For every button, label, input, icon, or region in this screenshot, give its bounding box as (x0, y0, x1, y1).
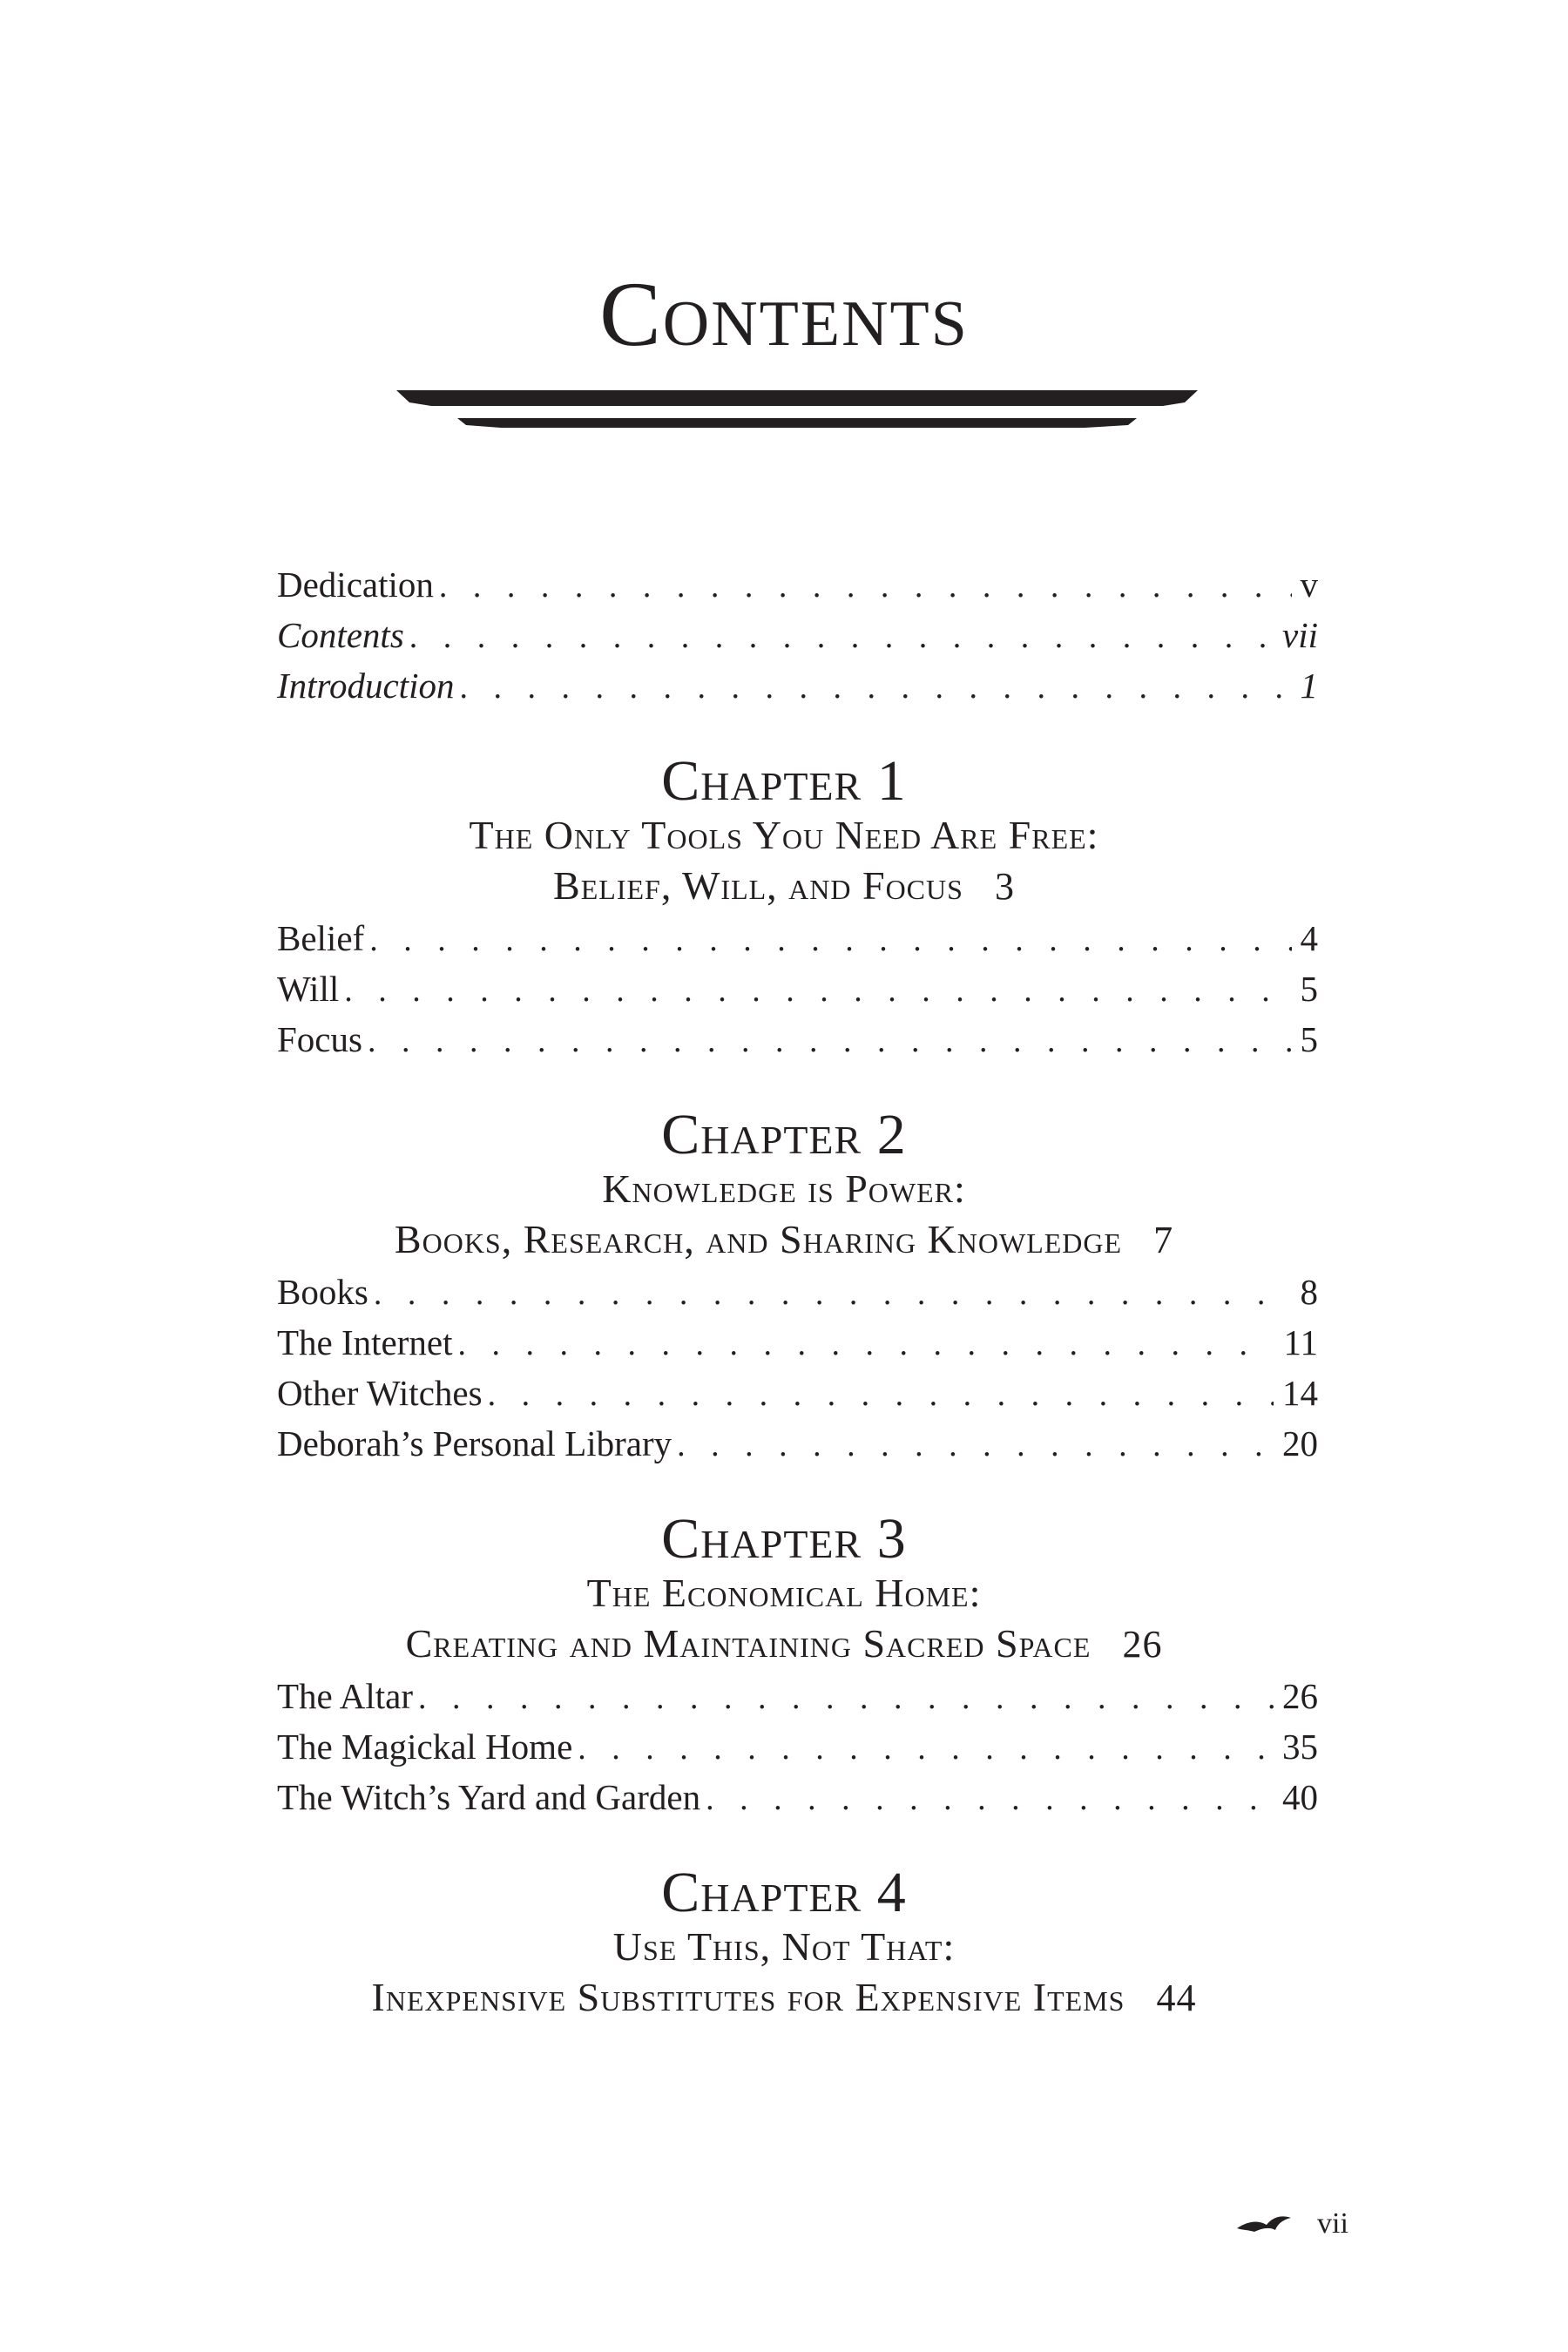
chapter-page: 44 (1156, 1977, 1197, 2019)
toc-entry-label: Belief (277, 918, 365, 958)
chapter-1-heading: Chapter 1 (661, 749, 907, 813)
toc-entry-dedication[interactable] (277, 561, 1318, 608)
toc-entry-page: 5 (1300, 969, 1318, 1009)
chapter-1-title-line2[interactable] (0, 861, 1568, 912)
toc-entry-page: 35 (1282, 1727, 1318, 1767)
dot-leader (578, 1725, 1274, 1772)
toc-entry-page: 5 (1300, 1019, 1318, 1059)
dot-leader (439, 563, 1292, 610)
toc-entry-magickal-home[interactable] (277, 1723, 1318, 1770)
dot-leader (677, 1422, 1274, 1469)
toc-entry-books[interactable] (277, 1268, 1318, 1315)
dot-leader (344, 967, 1291, 1014)
chapter-2-title-line1: Knowledge is Power: (602, 1166, 966, 1211)
toc-entry-label: The Witch’s Yard and Garden (277, 1777, 701, 1817)
chapter-title-text: Creating and Maintaining Sacred Space (405, 1621, 1092, 1666)
dot-leader (706, 1775, 1274, 1822)
toc-entry-page: 20 (1282, 1423, 1318, 1463)
toc-entry-yard-and-garden[interactable] (277, 1774, 1318, 1821)
toc-entry-label: Will (277, 969, 340, 1009)
chapter-page: 26 (1122, 1623, 1163, 1666)
toc-entry-label: Other Witches (277, 1373, 483, 1413)
toc-entry-label: Focus (277, 1019, 362, 1059)
dot-leader (457, 1321, 1274, 1368)
chapter-title-text: Inexpensive Substitutes for Expensive Items (371, 1975, 1125, 2019)
toc-entry-label: Introduction (277, 666, 455, 706)
toc-entry-other-witches[interactable] (277, 1369, 1318, 1416)
dot-leader (374, 1270, 1292, 1317)
chapter-page: 3 (994, 865, 1015, 908)
page-title: Contents (599, 263, 969, 365)
toc-entry-page: 11 (1283, 1322, 1318, 1362)
toc-entry-page: 1 (1300, 666, 1318, 706)
chapter-2-title-line2[interactable] (0, 1214, 1568, 1266)
toc-entry-label: The Magickal Home (277, 1727, 573, 1767)
toc-entry-page: 26 (1282, 1676, 1318, 1716)
dot-leader (488, 1371, 1274, 1418)
toc-entry-contents[interactable] (277, 612, 1318, 659)
toc-entry-will[interactable] (277, 965, 1318, 1012)
dot-leader (369, 916, 1291, 963)
chapter-4-title-line2[interactable] (0, 1972, 1568, 2024)
toc-entry-label: Deborah’s Personal Library (277, 1423, 672, 1463)
toc-entry-page: 40 (1282, 1777, 1318, 1817)
toc-entry-page: 4 (1300, 918, 1318, 958)
page-footer (1235, 2202, 1375, 2246)
toc-entry-label: Dedication (277, 564, 434, 605)
dot-leader (409, 613, 1274, 660)
dot-leader (368, 1017, 1292, 1064)
toc-entry-introduction[interactable] (277, 662, 1318, 709)
toc-entry-belief[interactable] (277, 915, 1318, 962)
chapter-4-title-line1: Use This, Not That: (612, 1924, 956, 1969)
dot-leader (459, 664, 1291, 711)
toc-entry-label: Books (277, 1272, 368, 1312)
toc-entry-label: The Internet (277, 1322, 453, 1362)
toc-entry-page: vii (1282, 615, 1318, 655)
toc-entry-page: 8 (1300, 1272, 1318, 1312)
chapter-3-title-line1: The Economical Home: (586, 1571, 982, 1615)
chapter-title-text: Belief, Will, and Focus (553, 863, 963, 908)
dot-leader (418, 1674, 1274, 1721)
toc-entry-personal-library[interactable] (277, 1420, 1318, 1467)
chapter-title-text: Books, Research, and Sharing Knowledge (394, 1217, 1123, 1261)
leaf-ornament-icon (1235, 2211, 1293, 2237)
toc-entry-label: Contents (277, 615, 404, 655)
toc-entry-page: v (1300, 564, 1318, 605)
chapter-page: 7 (1153, 1219, 1174, 1261)
toc-entry-label: The Altar (277, 1676, 413, 1716)
toc-entry-the-altar[interactable] (277, 1673, 1318, 1720)
toc-entry-page: 14 (1282, 1373, 1318, 1413)
chapter-1-title-line1: The Only Tools You Need Are Free: (469, 813, 1099, 857)
chapter-3-title-line2[interactable] (0, 1619, 1568, 1670)
chapter-3-heading: Chapter 3 (661, 1507, 907, 1571)
chapter-2-heading: Chapter 2 (661, 1103, 907, 1166)
chapter-4-heading: Chapter 4 (661, 1861, 907, 1924)
toc-entry-focus[interactable] (277, 1016, 1318, 1063)
toc-entry-the-internet[interactable] (277, 1319, 1318, 1366)
page-number: vii (1317, 2207, 1348, 2240)
